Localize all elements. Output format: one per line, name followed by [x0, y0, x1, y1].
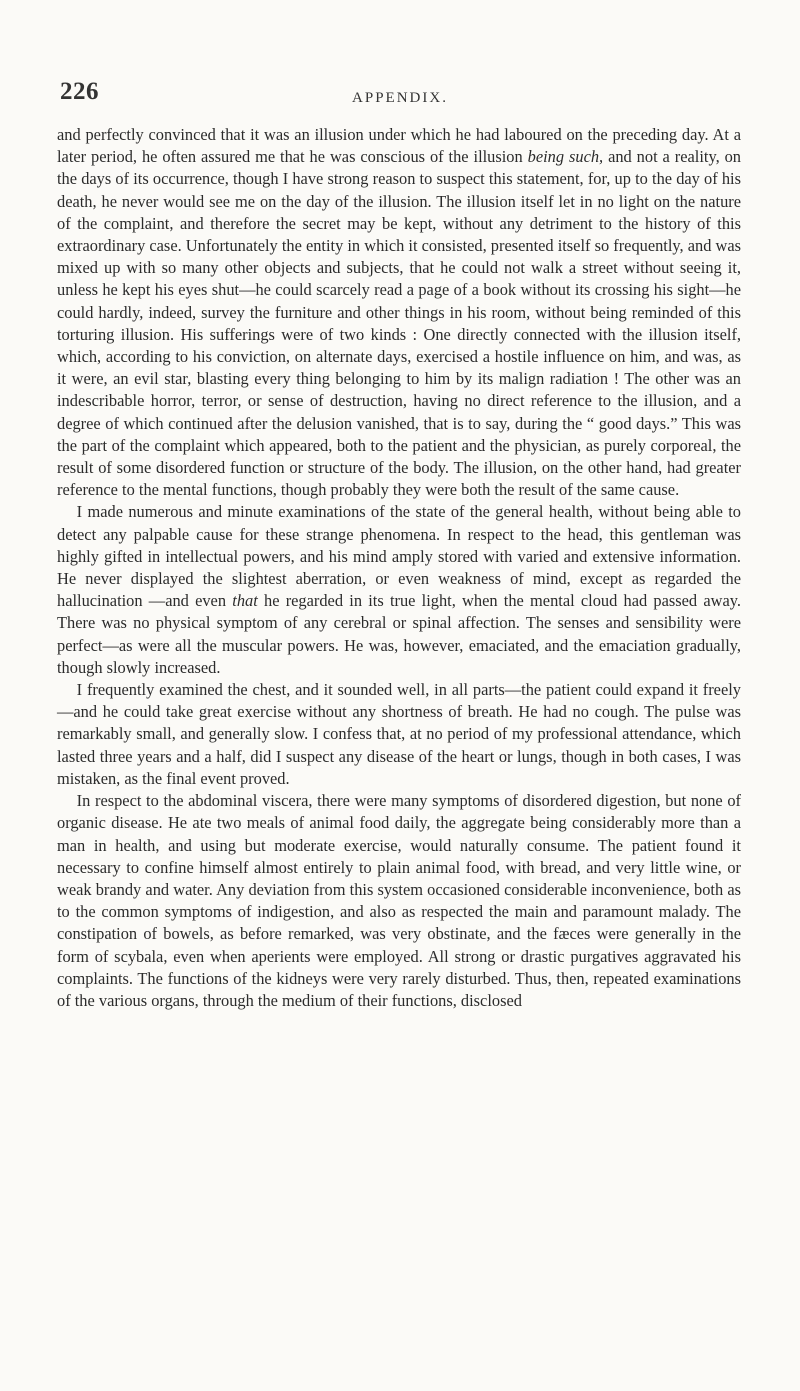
- paragraph-2: [57, 501, 741, 679]
- running-title: APPENDIX.: [352, 90, 448, 106]
- paragraph-1: [57, 124, 741, 501]
- paragraph-4: [57, 790, 741, 1012]
- text-span: I made numerous and minute examinations of the state of the general health, without being able to detect any palpable cause for these strange phenomena. In respect to the head, this gentleman was highly gifted in intellectual powers, and his mind amply stored with varied and extensive information. He never displayed the slightest aberration, or even weakness of mind, except as regarded the hallucination —and even: [57, 502, 741, 611]
- italic-text-span: being such,: [527, 147, 604, 167]
- page-number: 226: [60, 78, 99, 105]
- text-span: and not a reality, on the days of its occurrence, though I have strong reason to suspect this statement, for, up to the day of his death, he never would see me on the day of the illusion. The illusion itself let in no light on the nature of the complaint, and therefore the secret may be kept, without any detriment to the history of this extraordinary case. Unfortunately the entity in which it consisted, presented itself so frequently, and was mixed up with so many other objects and subjects, that he could not walk a street without seeing it, unless he kept his eyes shut—he could scarcely read a page of a book without its crossing his sight—he could hardly, indeed, survey the furniture and other things in his room, without being reminded of this torturing illusion. His sufferings were of two kinds : One directly connected with the illusion itself, which, according to his conviction, on alternate days, exercised a hostile influence on him, and was, as it were, an evil star, blasting every thing belonging to him by its malign radiation ! The other was an indescribable horror, terror, or sense of destruction, having no direct reference to the illusion, and a degree of which continued after the delusion vanished, that is to say, during the “ good days.” This was the part of the complaint which appeared, both to the patient and the physician, as purely corporeal, the result of some disordered function or structure of the body. The illusion, on the other hand, had greater reference to the mental functions, though probably they were both the result of the same cause.: [57, 147, 741, 500]
- text-span: In respect to the abdominal viscera, there were many symptoms of disordered digestion, but none of organic disease. He ate two meals of animal food daily, the aggregate being considerably more than a man in health, and using but moderate exercise, would naturally consume. The patient found it necessary to confine himself almost entirely to plain animal food, with bread, and very little wine, or weak brandy and water. Any deviation from this system occasioned considerable inconvenience, both as to the common symptoms of indigestion, and also as respected the main and paramount malady. The constipation of bowels, as before remarked, was very obstinate, and the fæces were generally in the form of scybala, even when aperients were employed. All strong or drastic purgatives aggravated his complaints. The functions of the kidneys were very rarely disturbed. Thus, then, repeated examinations of the various organs, through the medium of their functions, disclosed: [57, 791, 741, 1010]
- paragraph-3: [57, 679, 741, 790]
- italic-text-span: that: [232, 591, 258, 611]
- text-span: and perfectly convinced that it was an illusion under which he had laboured on the preceding day. At a later period, he often assured me that he was conscious of the illusion: [57, 125, 741, 167]
- text-span: I frequently examined the chest, and it sounded well, in all parts—the patient could expand it freely—and he could take great exercise without any shortness of breath. He had no cough. The pulse was remarkably small, and generally slow. I confess that, at no period of my professional attendance, which lasted three years and a half, did I suspect any disease of the heart or lungs, though in both cases, I was mistaken, as the final event proved.: [57, 680, 741, 788]
- page-header: [60, 78, 740, 118]
- text-span: he regarded in its true light, when the mental cloud had passed away. There was no physical symptom of any cerebral or spinal affection. The senses and sensibility were perfect—as were all the muscular powers. He was, however, emaciated, and the emaciation gradually, though slowly increased.: [57, 591, 741, 677]
- body-text: [57, 124, 741, 1012]
